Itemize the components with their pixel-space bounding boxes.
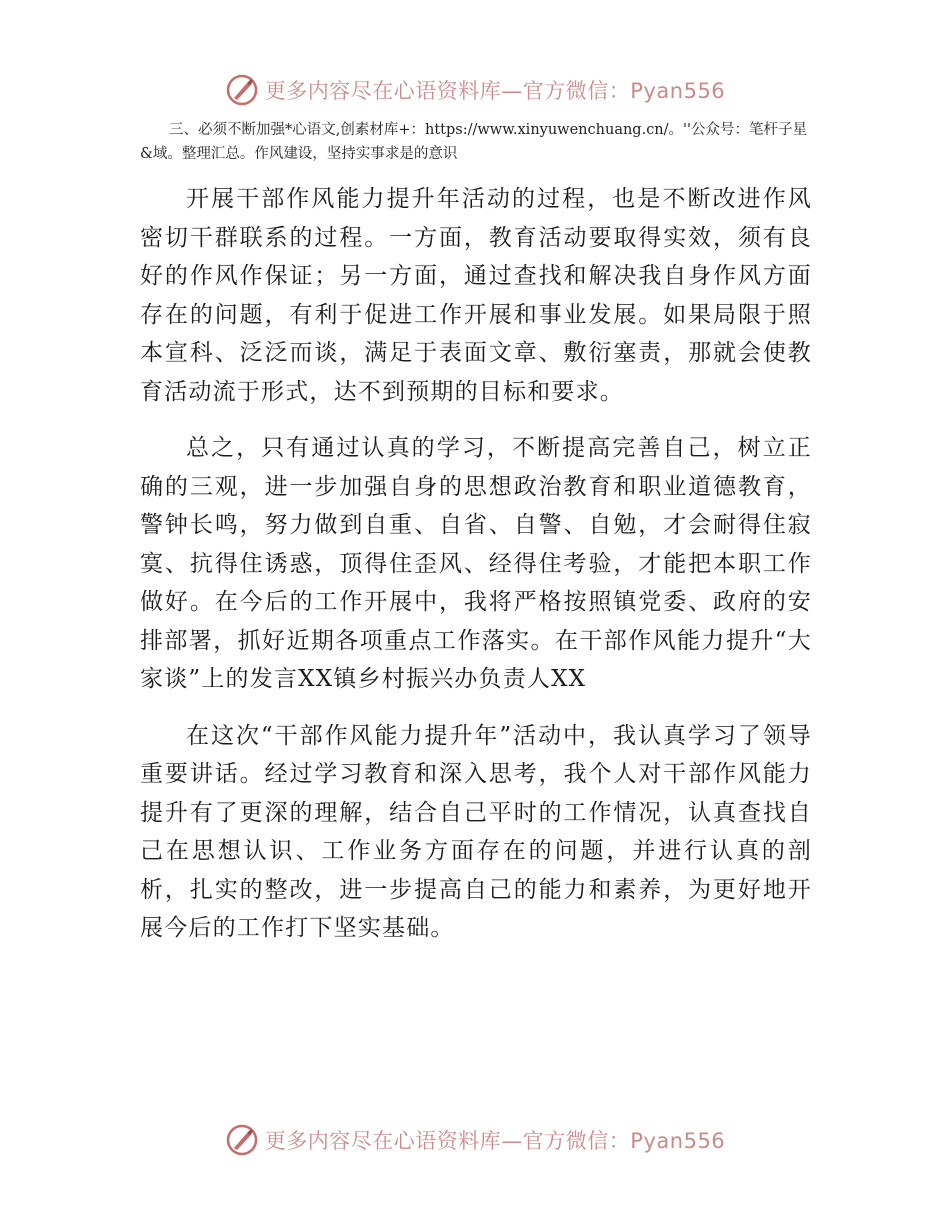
document-body bbox=[140, 118, 812, 966]
paragraph: 总之，只有通过认真的学习，不断提高完善自己，树立正确的三观，进一步加强自身的思想政治教育和职业道德教育，警钟长鸣，努力做到自重、自省、自警、自勉，才会耐得住寂寞、抗得住诱惑，顶得住歪风、经得住考验，才能把本职工作做好。在今后的工作开展中，我将严格按照镇党委、政府的安排部署，抓好近期各项重点工作落实。在干部作风能力提升“大家谈”上的发言XX镇乡村振兴办负责人XX bbox=[140, 435, 812, 692]
paragraph: 在这次“干部作风能力提升年”活动中，我认真学习了领导重要讲话。经过学习教育和深入思考，我个人对干部作风能力提升有了更深的理解，结合自己平时的工作情况，认真查找自己在思想认识、工作业务方面存在的问题，并进行认真的剖析，扎实的整改，进一步提高自己的能力和素养，为更好地开展今后的工作打下坚实基础。 bbox=[140, 722, 812, 941]
header-note: 三、必须不断加强*心语文,创素材库+：https://www.xinyuwenchuang.cn/。''公众号：笔杆子星&域。整理汇总。作风建设，坚持实事求是的意识 bbox=[140, 122, 808, 162]
watermark-banner-bottom bbox=[0, 1120, 950, 1160]
watermark-text: 更多内容尽在心语资料库—官方微信：Pyan556 bbox=[264, 79, 726, 103]
watermark-banner-top bbox=[0, 70, 950, 110]
watermark-text: 更多内容尽在心语资料库—官方微信：Pyan556 bbox=[264, 1129, 726, 1153]
pen-logo-icon bbox=[225, 73, 259, 107]
pen-logo-icon bbox=[225, 1123, 259, 1157]
paragraph: 开展干部作风能力提升年活动的过程，也是不断改进作风密切干群联系的过程。一方面，教育活动要取得实效，须有良好的作风作保证；另一方面，通过查找和解决我自身作风方面存在的问题，有利于促进工作开展和事业发展。如果局限于照本宣科、泛泛而谈，满足于表面文章、敷衍塞责，那就会使教育活动流于形式，达不到预期的目标和要求。 bbox=[140, 186, 812, 405]
